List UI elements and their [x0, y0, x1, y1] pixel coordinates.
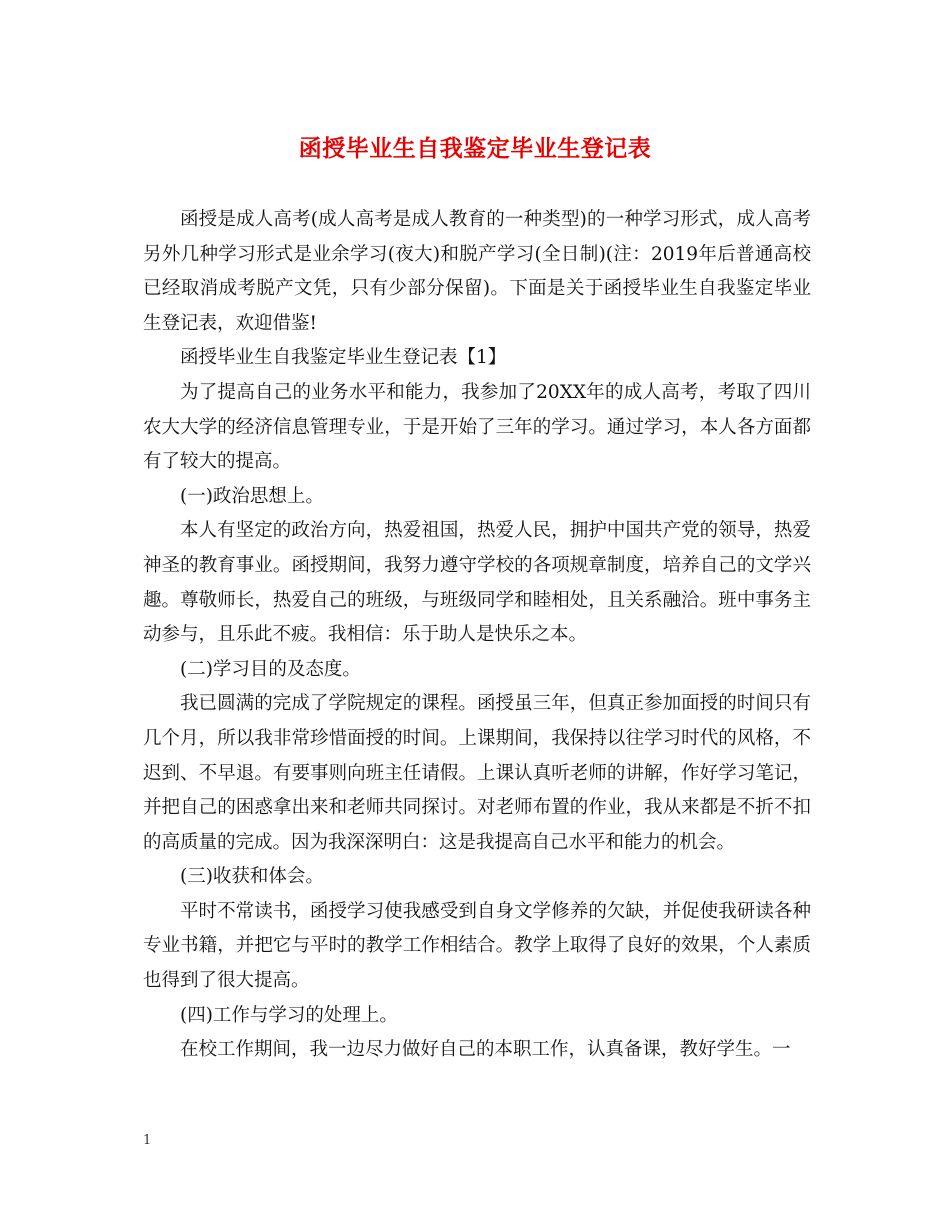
- body-paragraph: 在校工作期间，我一边尽力做好自己的本职工作，认真备课，教好学生。一: [180, 1039, 791, 1061]
- document-title: 函授毕业生自我鉴定毕业生登记表: [298, 135, 652, 162]
- body-paragraph: 我已圆满的完成了学院规定的课程。函授虽三年，但真正参加面授的时间只有几个月，所以我非常珍惜面授的时间。上课期间，我保持以往学习时代的风格，不迟到、不早退。有要事则向班主任请假。上课认真听老师的讲解，作好学习笔记，并把自己的困惑拿出来和老师共同探讨。对老师布置的作业，我从来都是不折不扣的高质量的完成。因为我深深明白：这是我提高自己水平和能力的机会。: [143, 693, 811, 853]
- subsection-heading-work: (四)工作与学习的处理上。: [180, 1004, 398, 1026]
- intro-paragraph: 函授是成人高考(成人高考是成人教育的一种类型)的一种学习形式，成人高考另外几种学习形式是业余学习(夜大)和脱产学习(全日制)(注：2019年后普通高校已经取消成考脱产文凭，只有少部分保留)。下面是关于函授毕业生自我鉴定毕业生登记表，欢迎借鉴!: [143, 209, 811, 334]
- body-paragraph: 平时不常读书，函授学习使我感受到自身文学修养的欠缺，并促使我研读各种专业书籍，并把它与平时的教学工作相结合。教学上取得了良好的效果，个人素质也得到了很大提高。: [143, 900, 811, 992]
- subsection-heading-gains: (三)收获和体会。: [180, 866, 324, 888]
- subsection-heading-study: (二)学习目的及态度。: [180, 658, 361, 680]
- body-paragraph: 本人有坚定的政治方向，热爱祖国，热爱人民，拥护中国共产党的领导，热爱神圣的教育事业。函授期间，我努力遵守学校的各项规章制度，培养自己的文学兴趣。尊敬师长，热爱自己的班级，与班级同学和睦相处，且关系融洽。班中事务主动参与，且乐此不疲。我相信：乐于助人是快乐之本。: [143, 520, 811, 646]
- page-number: 1: [143, 1133, 152, 1148]
- body-paragraph: 为了提高自己的业务水平和能力，我参加了20XX年的成人高考，考取了四川农大大学的经济信息管理专业，于是开始了三年的学习。通过学习，本人各方面都有了较大的提高。: [143, 381, 811, 473]
- section-heading: 函授毕业生自我鉴定毕业生登记表【1】: [180, 347, 507, 369]
- subsection-heading-politics: (一)政治思想上。: [180, 485, 324, 507]
- document-body: [143, 203, 811, 1068]
